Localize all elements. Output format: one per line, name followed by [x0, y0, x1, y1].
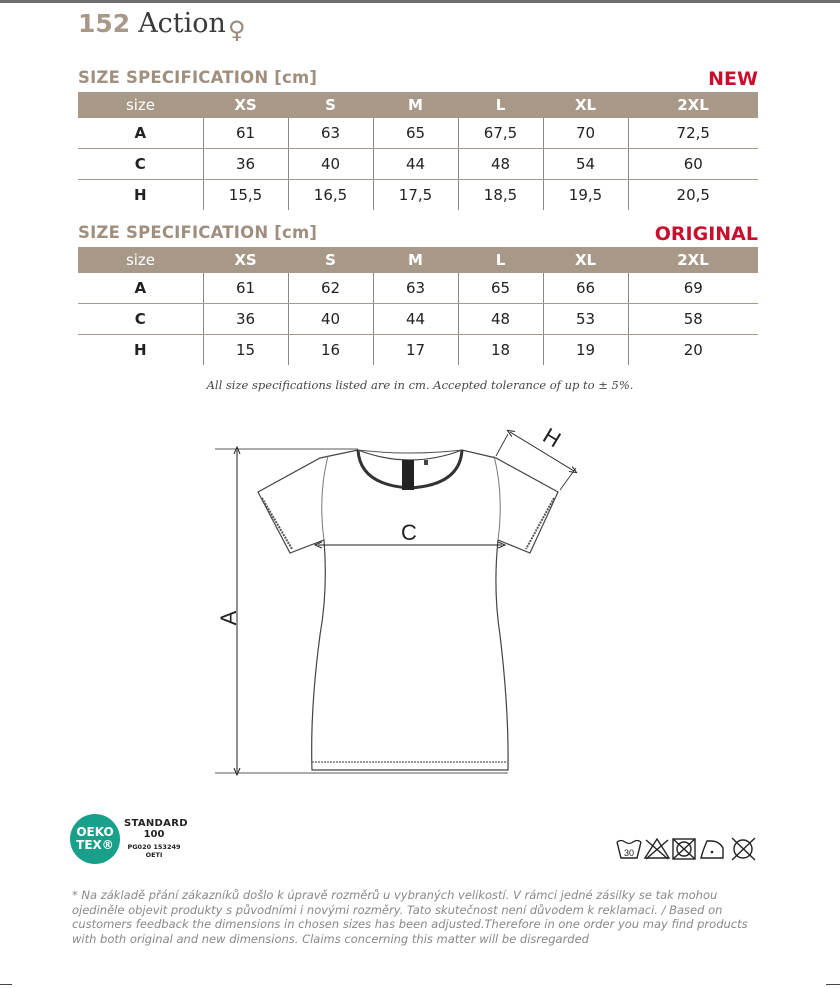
tshirt-measurement-diagram [200, 420, 600, 790]
standard-label: STANDARD [124, 818, 188, 829]
care-symbols [615, 836, 760, 864]
measurement-row-h [78, 335, 758, 366]
measurement-cell: 20 [628, 335, 758, 366]
tolerance-note: All size specifications listed are in cm. Accepted tolerance of up to ± 5%. [206, 378, 634, 392]
size-column-header: size [78, 247, 203, 273]
measurement-cell: 67,5 [458, 118, 543, 149]
measurement-cell: 17 [373, 335, 458, 366]
row-label: H [133, 186, 147, 204]
spec-original-heading [78, 223, 758, 245]
size-header-s: S [288, 247, 373, 273]
measurement-cell: 17,5 [373, 180, 458, 211]
measurement-row-h [78, 180, 758, 211]
measurement-cell: 36 [203, 149, 288, 180]
spec-new-label: SIZE SPECIFICATION [cm] [78, 68, 318, 87]
product-number: 152 [78, 9, 131, 38]
row-label: A [78, 273, 203, 304]
measurement-cell: 36 [203, 304, 288, 335]
measurement-cell: 48 [458, 149, 543, 180]
measurement-cell: 15,5 [203, 180, 288, 211]
measurement-cell: 44 [373, 304, 458, 335]
measurement-cell: 72,5 [628, 118, 758, 149]
size-header-l: L [458, 247, 543, 273]
size-header-xs: XS [203, 92, 288, 118]
oeko-tex-logo: OEKO TEX® [70, 814, 120, 864]
tshirt-outline [258, 450, 558, 770]
measure-label-h: H [538, 422, 566, 453]
measurement-cell: 70 [543, 118, 628, 149]
size-header-2xl: 2XL [628, 247, 758, 273]
measurement-cell: 60 [628, 149, 758, 180]
measurement-row-c [78, 304, 758, 335]
measure-label-a: A [216, 610, 241, 626]
measurement-cell: 65 [373, 118, 458, 149]
female-symbol-icon: ♀ [227, 16, 246, 44]
footnote: * Na základě přání zákazníků došlo k úpravě rozměrů u vybraných velikostí. V rámci jedné zásilky se tak mohou ojediněle objevit produkty s původními i novými rozměry. Tato skutečnost není důvodem k reklamaci. / Based on customers feedback the dimensions in chosen sizes has been adjusted.Therefore in one order you may find products with both original and new dimensions. Claims concerning this matter will be disregarded [72, 888, 748, 946]
measurement-cell: 48 [458, 304, 543, 335]
measurement-row-a [78, 118, 758, 149]
measurement-cell: 65 [458, 273, 543, 304]
measurement-row-c [78, 149, 758, 180]
spec-new-header-row [78, 92, 758, 118]
measurement-cell: 69 [628, 273, 758, 304]
measurement-cell: 61 [203, 118, 288, 149]
row-label: H [133, 341, 147, 359]
measurement-cell: 53 [543, 304, 628, 335]
size-header-m: M [373, 247, 458, 273]
measurement-cell: 15 [203, 335, 288, 366]
measurement-cell: 18 [458, 335, 543, 366]
measurement-cell: 61 [203, 273, 288, 304]
product-title [78, 8, 246, 50]
measurement-cell: 16,5 [288, 180, 373, 211]
row-label: C [78, 149, 203, 180]
institute-name: OETI [145, 851, 163, 859]
size-header-s: S [288, 92, 373, 118]
size-header-l: L [458, 92, 543, 118]
crop-mark-left [0, 984, 12, 985]
crop-mark-right [826, 984, 840, 985]
measure-label-c: C [401, 520, 417, 545]
size-header-2xl: 2XL [628, 92, 758, 118]
measurement-cell: 19 [543, 335, 628, 366]
measurement-cell: 63 [373, 273, 458, 304]
certificate-number: PG020 153249 [127, 843, 181, 851]
size-column-header: size [78, 92, 203, 118]
measurement-cell: 20,5 [628, 180, 758, 211]
spec-original-label: SIZE SPECIFICATION [cm] [78, 223, 318, 242]
measurement-cell: 16 [288, 335, 373, 366]
measurement-cell: 58 [628, 304, 758, 335]
size-header-xs: XS [203, 247, 288, 273]
spec-new-table [78, 92, 758, 210]
spec-original-header-row [78, 247, 758, 273]
spec-original-tag: ORIGINAL [654, 223, 758, 245]
measurement-cell: 19,5 [543, 180, 628, 211]
size-header-xl: XL [543, 92, 628, 118]
no-bleach-icon [645, 839, 669, 859]
measurement-cell: 63 [288, 118, 373, 149]
wash-30-icon [617, 841, 641, 859]
oeko-tex-info [124, 818, 188, 859]
no-tumble-dry-icon [673, 839, 695, 859]
spec-new-heading [78, 68, 758, 90]
spec-new-tag: NEW [708, 68, 758, 90]
product-name: Action [138, 8, 226, 39]
iron-low-icon [701, 841, 723, 858]
measurement-cell: 66 [543, 273, 628, 304]
spec-original-table [78, 247, 758, 365]
measurement-cell: 40 [288, 304, 373, 335]
measurement-cell: 18,5 [458, 180, 543, 211]
measurement-cell: 62 [288, 273, 373, 304]
neck-label-tag [402, 460, 414, 490]
measurement-cell: 54 [543, 149, 628, 180]
no-dry-clean-icon [732, 838, 755, 860]
measurement-cell: 40 [288, 149, 373, 180]
measurement-row-a [78, 273, 758, 304]
row-label: A [78, 118, 203, 149]
top-border [0, 0, 840, 3]
size-header-m: M [373, 92, 458, 118]
standard-number: 100 [143, 829, 165, 840]
row-label: C [78, 304, 203, 335]
measurement-cell: 44 [373, 149, 458, 180]
svg-text:30: 30 [623, 848, 635, 858]
size-header-xl: XL [543, 247, 628, 273]
